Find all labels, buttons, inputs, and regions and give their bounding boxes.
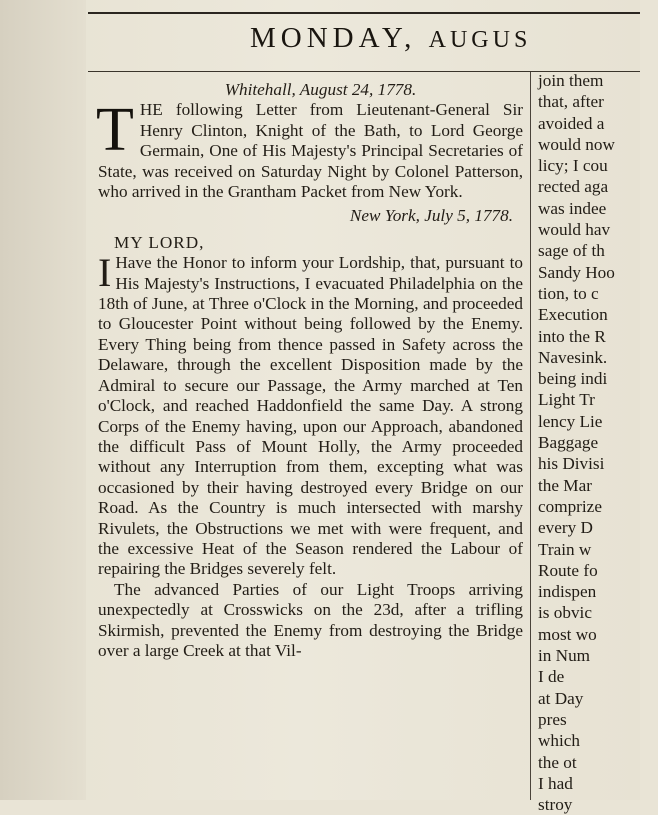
right-column-line: stroy <box>538 795 573 815</box>
right-column-line: Light Tr <box>538 390 595 410</box>
letter-dateline: New York, July 5, 1778. <box>349 206 513 226</box>
masthead <box>250 22 640 55</box>
right-column-line: I had <box>538 773 573 793</box>
right-column-line: in Num <box>538 646 591 666</box>
right-column-line: was indee <box>538 198 607 218</box>
right-column-line: at Day <box>538 688 584 708</box>
right-column-line: would hav <box>538 220 611 240</box>
right-column-line: that, after <box>538 92 604 112</box>
right-column-line: his Divisi <box>538 454 605 474</box>
column-rule <box>530 72 531 800</box>
right-column-line: Train w <box>538 539 592 559</box>
right-column-line: avoided a <box>538 113 605 133</box>
right-column-line: lency Lie <box>538 411 603 431</box>
right-column-line: join them <box>538 71 604 90</box>
right-column-line: most wo <box>538 624 597 644</box>
intro-dropcap: T <box>96 96 134 165</box>
top-rule <box>88 12 640 14</box>
right-column-line: sage of th <box>538 241 605 261</box>
right-column-line: pres <box>538 709 567 729</box>
right-column-line: which <box>538 731 581 751</box>
right-column-line: Sandy Hoo <box>538 262 615 282</box>
right-column-line: into the R <box>538 326 606 346</box>
letter-text: Have the Honor to inform your Lordship, that, pursuant to His Majesty's Instructions, I evacuated Philadelphia on the 18th of June, at Three o'Clock in the Morning, and proceeded to Gloucester Point without being followed by the Enemy. Every Thing being from thence passed in Safety across the Delaware, through the excellent Disposition made by the Admiral to secure our Passage, the Army marched at Ten o'Clock, and reached Haddonfield the same Day. A strong Corps of the Enemy having, upon our Approach, abandoned the difficult Pass of Mount Holly, the Army proceeded without any Interruption from them, excepting what was occasioned by their having destroyed every Bridge on our Road. As the Country is much intersected with marshy Rivulets, the Obstructions we met with were frequent, and the excessive Heat of the Season rendered the Labour of repairing the Bridges severely felt. <box>98 253 523 579</box>
masthead-day: MONDAY, <box>250 22 417 54</box>
salutation: MY LORD, <box>114 232 205 252</box>
right-column-line: Baggage <box>538 433 599 453</box>
right-column-line: being indi <box>538 369 608 389</box>
right-column-line: rected aga <box>538 177 609 197</box>
right-column-line: every D <box>538 518 593 538</box>
right-column-line: licy; I cou <box>538 156 608 176</box>
masthead-month: AUGUS <box>428 27 532 53</box>
right-column-line: tion, to c <box>538 283 599 303</box>
right-column-line: Execution <box>538 305 608 325</box>
intro-text: HE following Letter from Lieutenant-General Sir Henry Clinton, Knight of the Bath, to Lord George Germain, One of His Majesty's Principal Secretaries of State, was received on Saturday Night by Colonel Patterson, who arrived in the Grantham Packet from New York. <box>98 100 523 202</box>
right-column-line: the ot <box>538 752 577 772</box>
right-column-line: Route fo <box>538 560 598 580</box>
right-column-line: the Mar <box>538 475 592 495</box>
right-column-line: is obvic <box>538 603 592 623</box>
second-paragraph: The advanced Parties of our Light Troops arriving unexpectedly at Crosswicks on the 23d, after a trifling Skirmish, prevented the Enemy from destroying the Bridge over a large Creek at that Vil- <box>98 579 523 660</box>
right-column <box>538 70 658 815</box>
right-column-line: Navesink. <box>538 347 608 367</box>
right-column-line: indispen <box>538 582 597 602</box>
letter-paragraph <box>98 250 523 580</box>
right-column-line: I de <box>538 667 565 687</box>
right-column-line: comprize <box>538 496 602 516</box>
letter-dropcap: I <box>98 250 112 296</box>
main-column <box>98 80 523 661</box>
dateline: Whitehall, August 24, 1778. <box>224 80 417 99</box>
intro-paragraph <box>96 96 523 202</box>
right-column-line: would now <box>538 134 615 154</box>
page-margin <box>0 0 86 800</box>
